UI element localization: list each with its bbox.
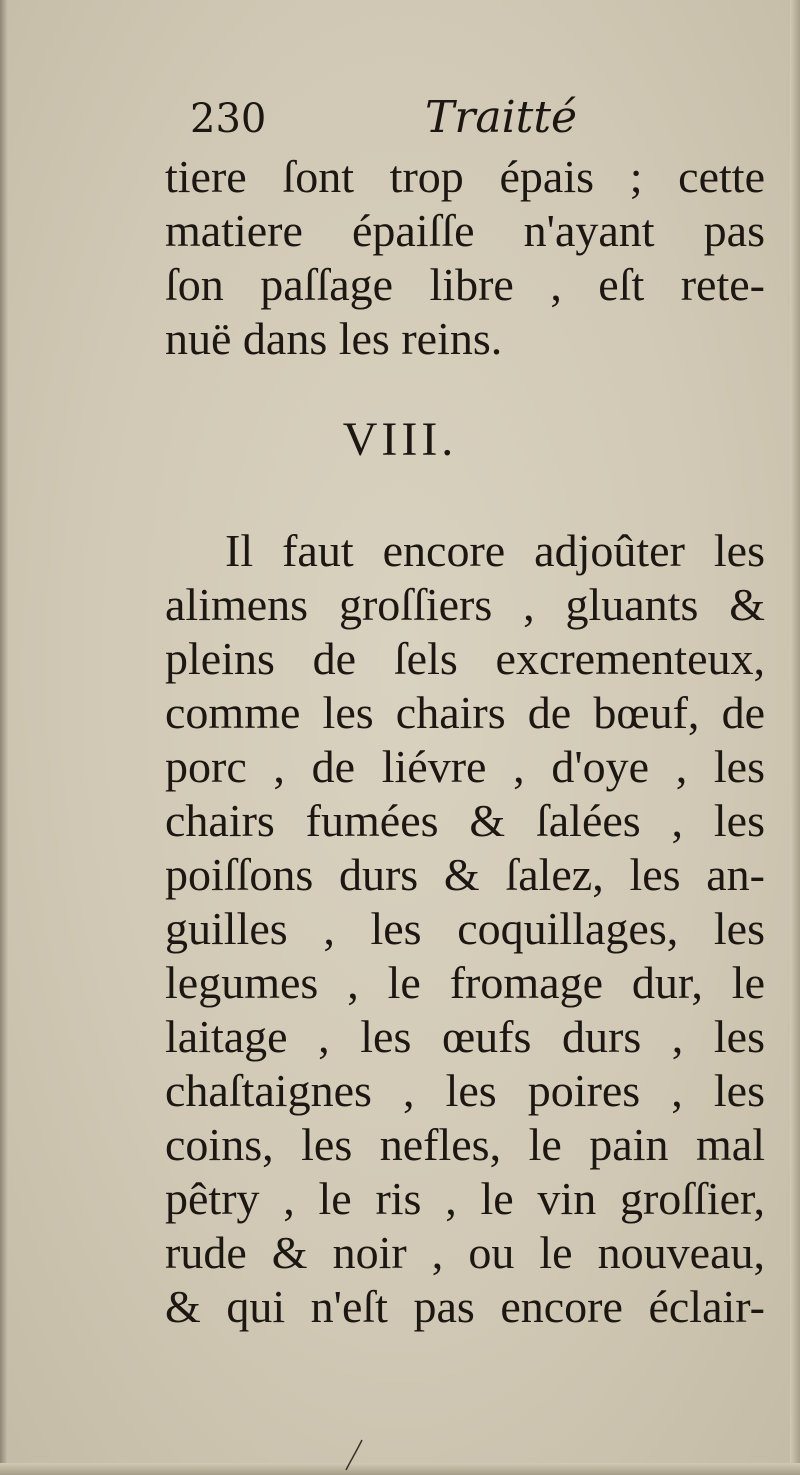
text-line: porc , de liévre , d'oye , les xyxy=(165,741,765,792)
paragraph-continued xyxy=(165,150,765,366)
page-left-edge xyxy=(0,0,8,1475)
text-line: poiſſons durs & ſalez, les an- xyxy=(165,849,765,900)
text-line: matiere épaiſſe n'ayant pas xyxy=(165,205,765,256)
paragraph-main xyxy=(165,524,765,1334)
text-line: tiere ſont trop épais ; cette xyxy=(165,151,765,202)
text-line: Il faut encore adjoûter les xyxy=(225,525,765,576)
text-line: comme les chairs de bœuf, de xyxy=(165,687,765,738)
text-line: chaſtaignes , les poires , les xyxy=(165,1065,765,1116)
signature-mark xyxy=(338,1438,368,1472)
text-line: coins, les nefles, le pain mal xyxy=(165,1119,765,1170)
text-line: guilles , les coquillages, les xyxy=(165,903,765,954)
text-line: chairs fumées & ſalées , les xyxy=(165,795,765,846)
section-heading: VIII. xyxy=(342,413,458,466)
text-line: laitage , les œufs durs , les xyxy=(165,1011,765,1062)
text-line: alimens groſſiers , gluants & xyxy=(165,579,765,630)
text-line: & qui n'eſt pas encore éclair- xyxy=(165,1281,765,1332)
text-line: pleins de ſels excrementeux, xyxy=(165,633,765,684)
text-line: ſon paſſage libre , eſt rete- xyxy=(165,259,765,310)
running-title: Traitté xyxy=(425,92,578,143)
page-bottom-edge xyxy=(0,1463,800,1475)
text-line: legumes , le fromage dur, le xyxy=(165,957,765,1008)
page-number: 230 xyxy=(190,96,267,142)
page-header xyxy=(190,88,610,148)
text-line: pêtry , le ris , le vin groſſier, xyxy=(165,1173,765,1224)
page-right-edge xyxy=(790,0,800,1475)
text-line: nuë dans les reins. xyxy=(165,313,503,364)
text-line: rude & noir , ou le nouveau, xyxy=(165,1227,765,1278)
